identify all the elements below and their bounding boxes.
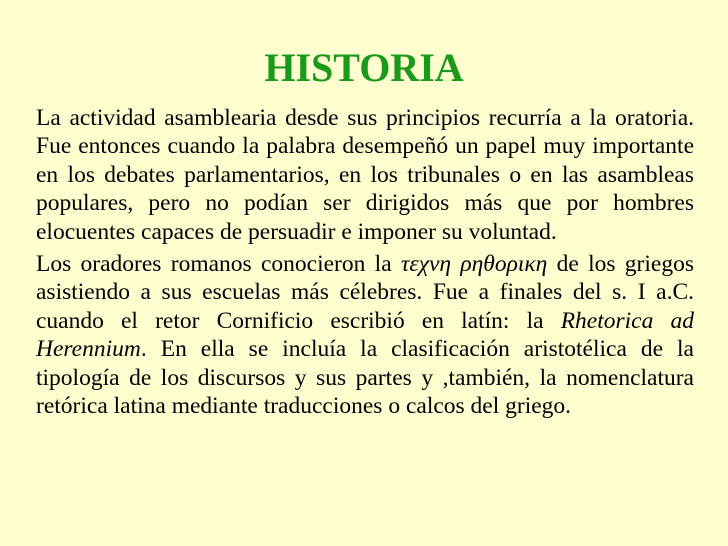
paragraph-roman-orators <box>36 250 694 420</box>
paragraph-text-end: . En ella se incluía la clasificación aristotélica de la tipología de los discursos y sus partes y ,también, la nomenclatura retórica latina mediante traducciones o calcos del griego. <box>36 336 694 420</box>
work-title: Rhetorica ad Herennium <box>36 307 694 363</box>
paragraph-text-middle: de los griegos asistiendo a sus escuelas más célebres. Fue a finales del s. I a.C. cuando el retor Cornificio escribió en latín: la <box>36 251 694 334</box>
slide-body <box>36 104 694 424</box>
paragraph-assemblies: La actividad asamblearia desde sus principios recurría a la oratoria. Fue entonces cuando la palabra desempeñó un papel muy importante en los debates parlamentarios, en los tribunales o en las asambleas populares, pero no podían ser dirigidos más que por hombres elocuentes capaces de persuadir e imponer su voluntad. <box>36 105 694 245</box>
greek-term: τεχνη ρηθορικη <box>400 251 548 278</box>
slide-title: HISTORIA <box>264 45 464 90</box>
paragraph-text-start: Los oradores romanos conocieron la <box>36 251 401 278</box>
